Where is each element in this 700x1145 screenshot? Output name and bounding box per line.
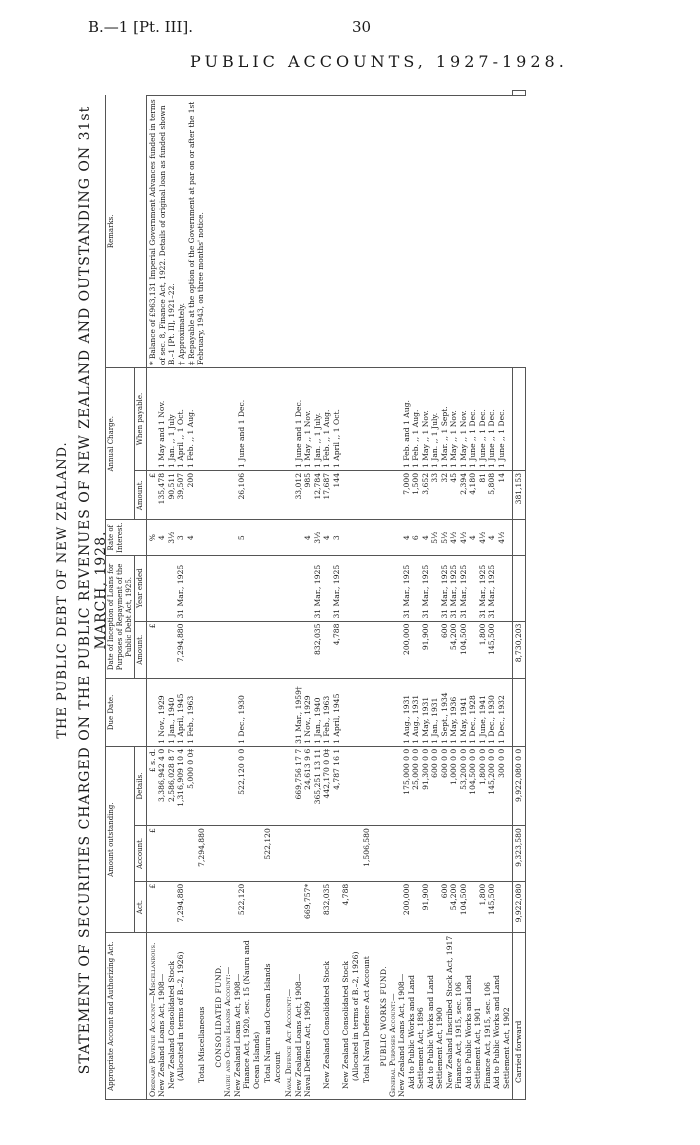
rate-value: 4 bbox=[322, 535, 332, 541]
due-date: 1 Feb., 1963 bbox=[322, 695, 332, 744]
act-name: New Zealand Loans Act, 1908— bbox=[157, 973, 167, 1097]
payable-when: 1 May and 1 Nov. bbox=[157, 400, 167, 468]
due-date: 1 Dec., 1930 bbox=[487, 695, 497, 744]
running-title: PUBLIC ACCOUNTS, 1927-1928. bbox=[190, 52, 568, 71]
debt-title: THE PUBLIC DEBT OF NEW ZEALAND. bbox=[55, 441, 70, 739]
act-amount: 91,900 bbox=[420, 883, 430, 911]
rate-value: 4½ bbox=[477, 531, 487, 544]
act-amount: 832,035 bbox=[322, 883, 332, 916]
detail-value: 1,316,909 10 4 bbox=[176, 748, 186, 807]
total-label: Total Miscellaneous bbox=[196, 933, 207, 1100]
act-item: New Zealand Inscribed Stock Act, 1917 bbox=[444, 935, 454, 1089]
fund-heading: CONSOLIDATED FUND. bbox=[213, 964, 223, 1068]
rate-value: 4 bbox=[487, 535, 497, 541]
charge-value: 1,500 bbox=[411, 472, 421, 495]
detail-value: 1,800 0 0 bbox=[477, 748, 487, 786]
percent-sign: % bbox=[148, 534, 157, 542]
inception-amount: 145,500 bbox=[487, 623, 497, 655]
due-date: 1 Sept., 1934 bbox=[439, 692, 449, 744]
detail-value: 365,251 13 11 bbox=[312, 748, 322, 805]
total-label: Total Naval Defence Act Account bbox=[361, 933, 372, 1100]
charge-value: 3,652 bbox=[420, 472, 430, 495]
col-inception: Date of Inception of Loans for Purposes of Repayment of the Public Debt Act, 1925. bbox=[106, 555, 135, 678]
rate-value: 3 bbox=[331, 535, 341, 541]
payable-when: 1 June ,, 1 Dec. bbox=[496, 409, 506, 468]
rate-value: 5½ bbox=[439, 531, 449, 544]
due-date: 1 Jan., 1931 bbox=[430, 697, 440, 744]
total-amount: 522,120 bbox=[262, 826, 283, 882]
due-date: 1 May, 1936 bbox=[449, 696, 459, 744]
fund-heading: PUBLIC WORKS FUND. bbox=[378, 965, 388, 1067]
inception-amount: 54,200 bbox=[449, 623, 459, 651]
rotated-statement bbox=[55, 70, 680, 1110]
rate-value: 4 bbox=[402, 535, 411, 541]
charge-value: 32 bbox=[439, 472, 449, 483]
charge-value: 12,784 bbox=[312, 472, 322, 500]
securities-table bbox=[105, 90, 526, 1100]
inception-amount: 200,000 bbox=[402, 623, 411, 655]
inception-amount: 7,294,880 bbox=[176, 623, 186, 663]
charge-value: 2,394 bbox=[458, 472, 468, 495]
inception-amount: 4,788 bbox=[331, 623, 341, 646]
remark-note: ‡ Repayable at the option of the Government at par on or after the 1st February, 1943, on three months' notice. bbox=[186, 101, 206, 366]
due-date: 31 Mar., 1959† bbox=[293, 686, 303, 744]
payable-when: 1 Jan. ,, 1 July. bbox=[430, 412, 440, 468]
rate-value: 5½ bbox=[430, 531, 440, 544]
inception-year: 31 Mar., 1925 bbox=[477, 564, 487, 619]
inception-year: 31 Mar., 1925 bbox=[176, 564, 186, 619]
currency-symbol: £ bbox=[148, 883, 157, 889]
section-heading: Naval Defence Act Account:— bbox=[284, 988, 294, 1097]
act-item: Aid to Public Works and Land Settlement Act, 1902 bbox=[492, 974, 511, 1089]
carried-act: 9,922,080 bbox=[513, 881, 525, 933]
currency-sd: s. d. bbox=[148, 748, 157, 765]
col-rate: Rate of Interest. bbox=[106, 520, 147, 555]
section-heading: Nauru and Ocean Islands Account:— bbox=[223, 966, 233, 1097]
inception-amount: 91,900 bbox=[420, 623, 430, 651]
document-reference: B.—1 [Pt. III]. bbox=[88, 18, 194, 36]
act-amount: 669,757* bbox=[303, 883, 313, 919]
table-row bbox=[147, 91, 197, 1100]
stock-name: New Zealand Consolidated Stock bbox=[322, 961, 332, 1089]
due-date: 1 April, 1945 bbox=[176, 693, 186, 744]
total-amount: 1,506,580 bbox=[361, 826, 372, 882]
detail-value: 522,120 0 0 bbox=[237, 748, 247, 795]
inception-year: 31 Mar., 1925 bbox=[402, 564, 411, 619]
rate-value: 4 bbox=[157, 535, 167, 541]
rate-value: 4½ bbox=[449, 531, 459, 544]
col-details: Details. bbox=[135, 746, 147, 825]
payable-when: 1 June and 1 Dec. bbox=[237, 399, 247, 468]
inception-year: 31 Mar., 1925 bbox=[312, 564, 322, 619]
act-amount: 522,120 bbox=[237, 883, 247, 916]
col-inc-amount: Amount. bbox=[135, 621, 147, 678]
charge-value: 985 bbox=[303, 472, 313, 488]
page-number: 30 bbox=[352, 18, 372, 36]
charge-value: 14 bbox=[496, 472, 506, 483]
currency-symbol: £ bbox=[148, 767, 157, 773]
due-date: 1 May, 1941 bbox=[458, 696, 468, 744]
total-amount: 7,294,880 bbox=[196, 826, 207, 882]
payable-when: 1 Feb. ,, 1 Aug. bbox=[185, 409, 195, 468]
inception-year: 31 Mar., 1925 bbox=[449, 564, 459, 619]
payable-when: 1 Jan. ,, 1 July bbox=[166, 414, 176, 468]
due-date: 1 June, 1941 bbox=[477, 695, 487, 744]
detail-value: 1,000 0 0 bbox=[449, 748, 459, 786]
rate-value: 5 bbox=[237, 535, 247, 541]
col-amount-outstanding: Amount outstanding. bbox=[106, 746, 135, 933]
act-name: New Zealand Loans Act, 1908— bbox=[397, 973, 407, 1097]
section-heading: Ordinary Revenue Account—Miscellaneous. bbox=[148, 942, 157, 1097]
col-ac-when: When payable. bbox=[135, 368, 147, 471]
stock-name: New Zealand Consolidated Stock bbox=[341, 961, 351, 1089]
currency-symbol: £ bbox=[148, 828, 157, 834]
act-amount: 1,800 bbox=[477, 883, 487, 906]
rate-value: 4 bbox=[420, 535, 430, 541]
due-date: 1 Dec., 1930 bbox=[237, 695, 247, 744]
inception-amount: 600 bbox=[439, 623, 449, 639]
charge-value: 33 bbox=[430, 472, 440, 483]
due-date: 1 Nov., 1929 bbox=[303, 695, 313, 744]
detail-value: 145,200 0 0 bbox=[487, 748, 497, 795]
inception-year: 31 Mar., 1925 bbox=[439, 564, 449, 619]
payable-when: 1 May ,, 1 Nov. bbox=[458, 410, 468, 468]
act-name: Finance Act, 1920, sec. 15 (Nauru and Ocean Islands) bbox=[242, 940, 261, 1089]
detail-value: 4,787 16 1 bbox=[331, 748, 341, 790]
payable-when: 1 June ,, 1 Dec. bbox=[468, 409, 478, 468]
col-ac-amount: Amount. bbox=[135, 470, 147, 520]
act-name: New Zealand Loans Act, 1908— bbox=[293, 973, 303, 1097]
due-date: 1 Jan., 1940 bbox=[312, 697, 322, 744]
due-date: 1 April, 1945 bbox=[331, 693, 341, 744]
charge-value: 144 bbox=[331, 472, 341, 488]
payable-when: 1 June ,, 1 Dec. bbox=[487, 409, 497, 468]
due-date: 1 Dec., 1932 bbox=[496, 695, 506, 744]
due-date: 1 Feb., 1963 bbox=[185, 695, 195, 744]
charge-value: 45 bbox=[449, 472, 459, 483]
detail-value: 600 0 0 bbox=[439, 748, 449, 778]
rate-value: 3 bbox=[176, 535, 186, 541]
detail-value: 669,756 17 7 bbox=[293, 748, 303, 800]
stock-name: New Zealand Consolidated Stock bbox=[166, 961, 176, 1089]
act-item: Aid to Public Works and Land Settlement Act, 1896 bbox=[406, 974, 426, 1089]
act-amount: 600 bbox=[439, 883, 449, 899]
charge-value: 90,511 bbox=[166, 472, 176, 500]
payable-when: 1 May ,, 1 Nov. bbox=[449, 410, 459, 468]
act-amount: 54,200 bbox=[449, 883, 459, 911]
charge-value: 26,106 bbox=[237, 472, 247, 500]
charge-value: 135,478 bbox=[157, 472, 167, 505]
detail-value: 300 0 0 bbox=[496, 748, 506, 778]
charge-value: 17,687 bbox=[322, 472, 332, 500]
col-due-date: Due Date. bbox=[106, 679, 147, 747]
act-name: Naval Defence Act, 1909 bbox=[303, 1001, 313, 1097]
rate-value: 4½ bbox=[496, 531, 506, 544]
col-act: Act. bbox=[135, 881, 147, 933]
payable-when: 1 May ,, 1 Nov. bbox=[303, 410, 313, 468]
carried-details: 9,922,080 0 0 bbox=[513, 746, 525, 825]
inception-year: 31 Mar., 1925 bbox=[331, 564, 341, 619]
inception-year: 31 Mar., 1925 bbox=[420, 564, 430, 619]
col-annual-charge: Annual Charge. bbox=[106, 368, 135, 520]
inception-year: 31 Mar., 1925 bbox=[458, 564, 468, 619]
inception-year: 31 Mar., 1925 bbox=[487, 564, 497, 619]
allocation-note: (Allocated in terms of B.–2, 1926) bbox=[176, 951, 186, 1081]
col-account: Appropriate Account and Authorizing Act. bbox=[106, 933, 147, 1100]
charge-value: 4,180 bbox=[468, 472, 478, 495]
payable-when: 1 April ,, 1 Oct. bbox=[331, 409, 341, 468]
due-date: 1 Nov., 1929 bbox=[157, 695, 167, 744]
section-heading: General Purposes Account:— bbox=[387, 993, 397, 1097]
rate-value: 4½ bbox=[458, 531, 468, 544]
detail-value: 5,000 0 0‡ bbox=[185, 748, 195, 789]
col-inc-year: Year ended bbox=[135, 555, 147, 621]
currency-symbol: £ bbox=[148, 472, 157, 478]
remark-note: † Approximately. bbox=[176, 303, 186, 366]
charge-value: 7,000 bbox=[402, 472, 411, 495]
act-amount: 4,788 bbox=[341, 883, 351, 906]
carried-account: 9,323,580 bbox=[513, 826, 525, 882]
payable-when: 1 June and 1 Dec. bbox=[293, 399, 303, 468]
due-date: 1 Aug., 1931 bbox=[411, 694, 421, 744]
payable-when: 1 Mar. ,, 1 Sept. bbox=[439, 406, 449, 468]
inception-amount: 104,500 bbox=[458, 623, 468, 655]
allocation-note: (Allocated in terms of B.–2, 1926) bbox=[350, 951, 360, 1081]
charge-value: 5,808 bbox=[487, 472, 497, 495]
detail-value: 600 0 0 bbox=[430, 748, 440, 778]
due-date: 1 Aug., 1931 bbox=[402, 694, 411, 744]
inception-amount: 1,800 bbox=[477, 623, 487, 646]
act-amount: 104,500 bbox=[458, 883, 468, 916]
charge-value: 200 bbox=[185, 472, 195, 488]
rate-value: 4 bbox=[185, 535, 195, 541]
payable-when: 1 June ,, 1 Dec. bbox=[477, 409, 487, 468]
rate-value: 3½ bbox=[166, 531, 176, 544]
inception-amount: 832,035 bbox=[312, 623, 322, 655]
carried-charge: 381,153 bbox=[513, 470, 525, 520]
act-item: Finance Act, 1915, sec. 106 bbox=[454, 982, 464, 1089]
act-item: Aid to Public Works and Land Settlement Act, 1901 bbox=[463, 974, 483, 1089]
currency-symbol: £ bbox=[148, 623, 157, 629]
carried-label: Carried forward bbox=[513, 933, 525, 1100]
detail-value: 175,000 0 0 bbox=[402, 748, 411, 795]
rate-value: 6 bbox=[411, 535, 421, 541]
rate-value: 4 bbox=[303, 535, 313, 541]
due-date: 1 Dec., 1928 bbox=[468, 695, 478, 744]
carried-inception: 8,730,203 bbox=[513, 621, 525, 678]
charge-value: 39,507 bbox=[176, 472, 186, 500]
detail-value: 3,386,942 4 0 bbox=[157, 748, 167, 802]
detail-value: 442,170 0 0‡ bbox=[322, 748, 332, 799]
col-remarks: Remarks. bbox=[106, 96, 147, 368]
total-label: Total Nauru and Ocean Islands Account bbox=[262, 933, 283, 1100]
act-amount: 145,500 bbox=[487, 883, 497, 916]
detail-value: 53,200 0 0 bbox=[458, 748, 468, 790]
payable-when: 1 Feb. ,, 1 Aug. bbox=[322, 409, 332, 468]
payable-when: 1 Feb. ,, 1 Aug. bbox=[411, 409, 421, 468]
payable-when: 1 Feb. and 1 Aug. bbox=[402, 400, 411, 468]
col-account-amt: Account. bbox=[135, 826, 147, 882]
rate-value: 3½ bbox=[312, 531, 322, 544]
payable-when: 1 April ,, 1 Oct. bbox=[176, 409, 186, 468]
due-date: 1 May, 1931 bbox=[420, 696, 430, 744]
statement-title: STATEMENT OF SECURITIES CHARGED ON THE PUBLIC REVENUES OF NEW ZEALAND AND OUTSTANDING ON 31st MARCH, 1928. bbox=[77, 105, 109, 1075]
act-amount: 200,000 bbox=[402, 883, 411, 916]
act-amount: 7,294,880 bbox=[176, 883, 186, 923]
act-name: New Zealand Loans Act, 1908— bbox=[232, 973, 242, 1097]
payable-when: 1 Jan. ,, 1 July. bbox=[312, 412, 322, 468]
payable-when: 1 May ,, 1 Nov. bbox=[420, 410, 430, 468]
charge-value: 33,012 bbox=[293, 472, 303, 500]
charge-value: 81 bbox=[477, 472, 487, 483]
detail-value: 24,613 9 6 bbox=[303, 748, 313, 790]
detail-value: 25,000 0 0 bbox=[411, 748, 421, 790]
act-item: Finance Act, 1915, sec. 106 bbox=[482, 982, 492, 1089]
detail-value: 104,500 0 0 bbox=[468, 748, 478, 795]
detail-value: 91,300 0 0 bbox=[420, 748, 430, 790]
detail-value: 2,586,028 8 7 bbox=[166, 748, 176, 802]
header-row-1 bbox=[106, 91, 135, 1100]
act-item: Aid to Public Works and Land Settlement Act, 1900 bbox=[425, 974, 445, 1089]
rate-value: 4 bbox=[468, 535, 478, 541]
remark-note: * Balance of £963,131 Imperial Government Advances funded in terms of sec. 8, Finance Act, 1922. Details of original loan as funded shown B.–1 [Pt. II], 1921–22. bbox=[148, 99, 177, 366]
due-date: 1 Jan., 1940 bbox=[166, 697, 176, 744]
